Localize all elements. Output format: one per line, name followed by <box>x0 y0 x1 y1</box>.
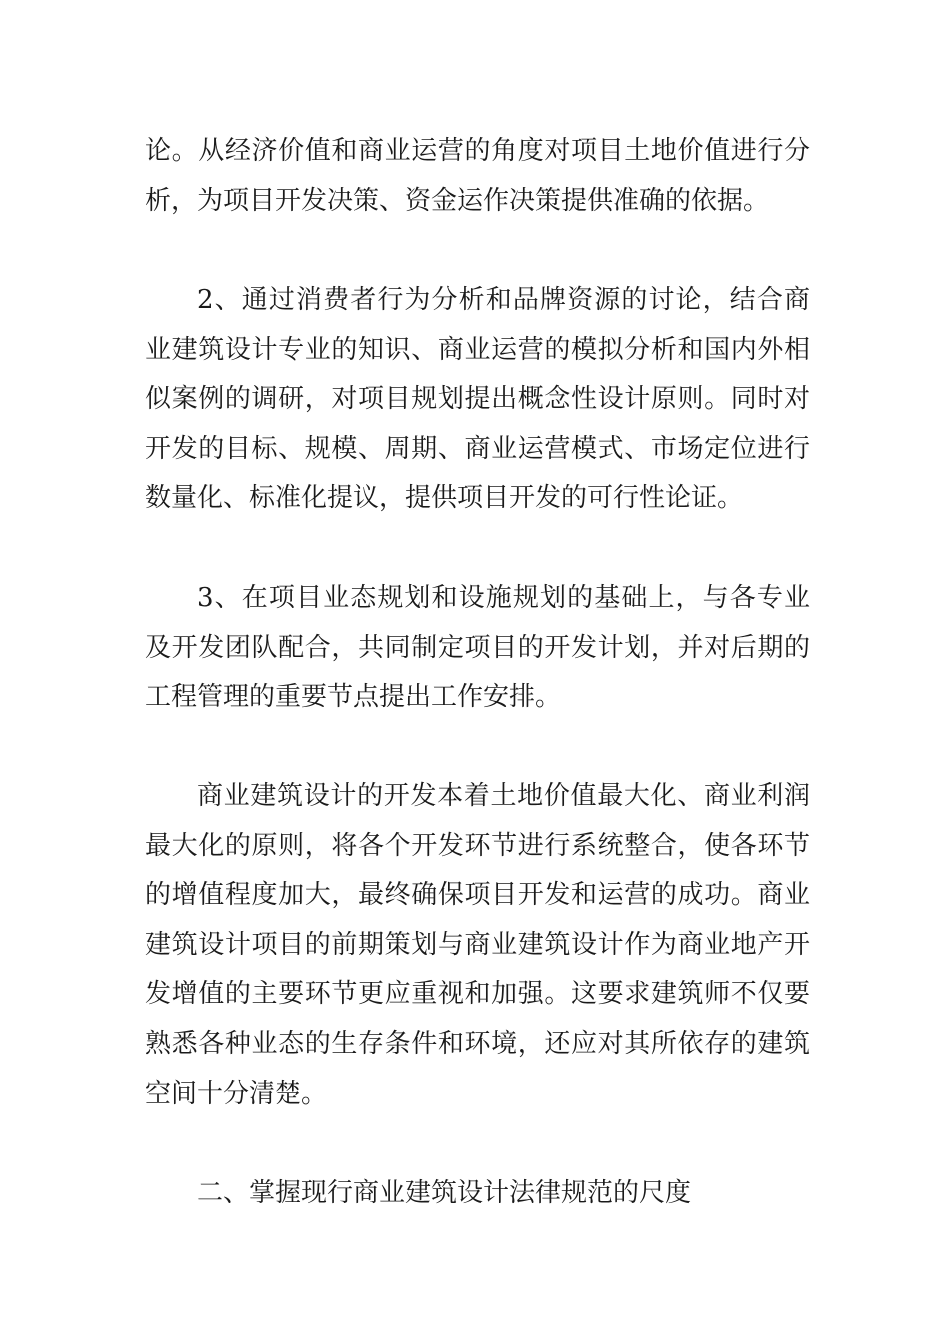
section-heading: 二、掌握现行商业建筑设计法律规范的尺度 <box>197 1178 692 1208</box>
paragraph-summary: 商业建筑设计的开发本着土地价值最大化、商业利润最大化的原则，将各个开发环节进行系统整合，使各环节的增值程度加大，最终确保项目开发和运营的成功。商业建筑设计项目的前期策划与商业建筑设计作为商业地产开发增值的主要环节更应重视和加强。这要求建筑师不仅要熟悉各种业态的生存条件和环境，还应对其所依存的建筑空间十分清楚。 <box>145 781 810 1109</box>
paragraph-item-2: 2、通过消费者行为分析和品牌资源的讨论，结合商业建筑设计专业的知识、商业运营的模拟分析和国内外相似案例的调研，对项目规划提出概念性设计原则。同时对开发的目标、规模、周期、商业运营模式、市场定位进行数量化、标准化提议，提供项目开发的可行性论证。 <box>145 285 810 514</box>
paragraph-item-3: 3、在项目业态规划和设施规划的基础上，与各专业及开发团队配合，共同制定项目的开发计划，并对后期的工程管理的重要节点提出工作安排。 <box>145 583 810 713</box>
paragraph-continuation: 论。从经济价值和商业运营的角度对项目土地价值进行分析，为项目开发决策、资金运作决策提供准确的依据。 <box>145 136 810 216</box>
